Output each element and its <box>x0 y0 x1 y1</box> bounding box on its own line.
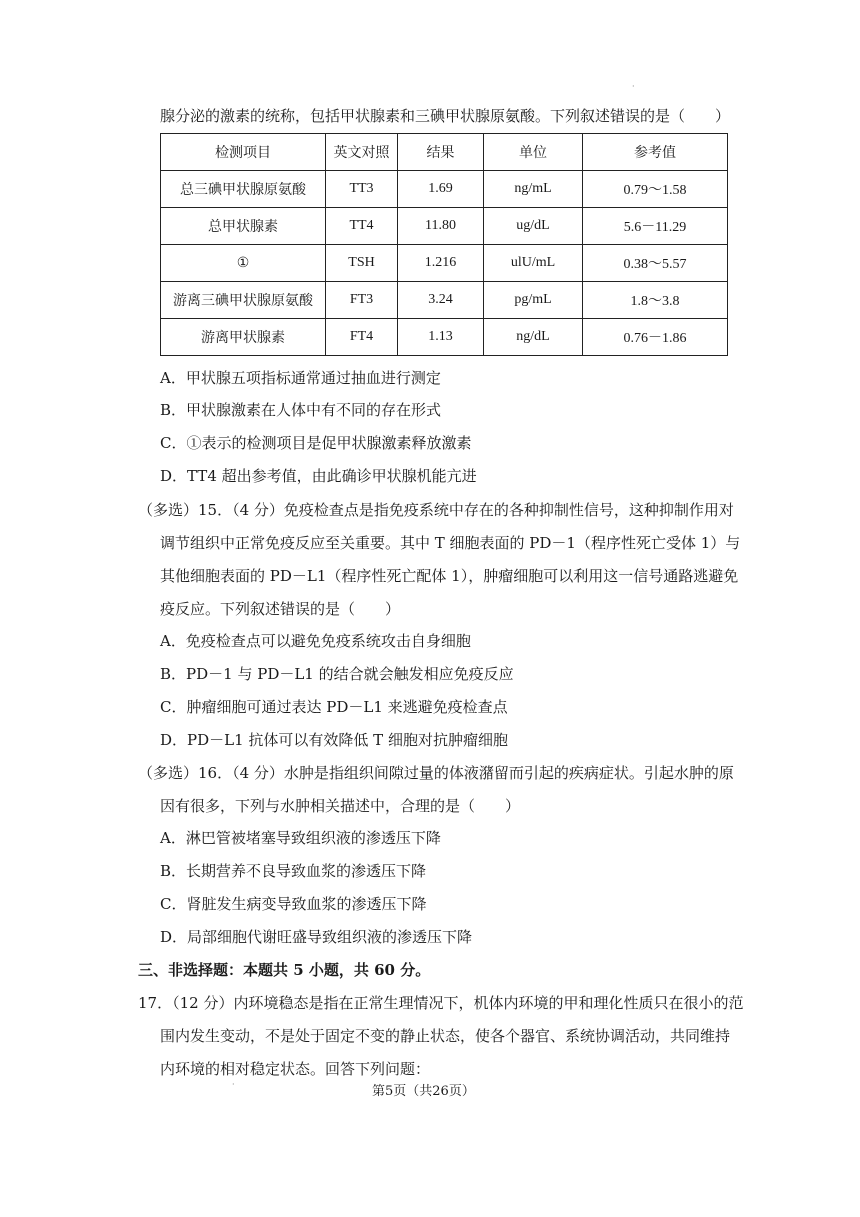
q17-stem-line: 围内发生变动，不是处于固定不变的静止状态，使各个器官、系统协调活动，共同维持 <box>160 1027 731 1045</box>
q15-stem-line: 调节组织中正常免疫反应至关重要。其中 T 细胞表面的 PD－1（程序性死亡受体 1）与 <box>160 534 741 552</box>
page-number-footer: 第5页（共26页） <box>372 1084 475 1099</box>
thyroid-test-table <box>160 133 728 356</box>
question-14-stem: 腺分泌的激素的统称，包括甲状腺素和三碘甲状腺原氨酸。下列叙述错误的是（ ） <box>160 107 731 125</box>
table-row <box>161 208 728 245</box>
table-header-cell: 英文对照 <box>326 134 398 171</box>
table-cell: ① <box>161 245 326 282</box>
table-cell: FT3 <box>326 282 398 319</box>
table-cell: 0.76－1.86 <box>583 319 728 356</box>
q16-stem-line: （多选）16．（4 分）水肿是指组织间隙过量的体液潴留而引起的疾病症状。引起水肿的原 <box>138 764 734 782</box>
table-cell: TT3 <box>326 171 398 208</box>
q16-stem-line: 因有很多，下列与水肿相关描述中，合理的是（ ） <box>160 797 521 815</box>
q15-stem-line: 疫反应。下列叙述错误的是（ ） <box>160 600 401 618</box>
q16-option-d: D．局部细胞代谢旺盛导致组织液的渗透压下降 <box>160 928 473 946</box>
top-dot-mark: · <box>632 82 635 91</box>
table-cell: 1.216 <box>398 245 484 282</box>
table-header-row <box>161 134 728 171</box>
q17-stem-line: 17．（12 分）内环境稳态是指在正常生理情况下，机体内环境的甲和理化性质只在很小的范 <box>138 994 744 1012</box>
table-cell: 总甲状腺素 <box>161 208 326 245</box>
q14-option-c: C．①表示的检测项目是促甲状腺激素释放激素 <box>160 434 472 452</box>
table-cell: TSH <box>326 245 398 282</box>
table-row <box>161 171 728 208</box>
table-header-cell: 检测项目 <box>161 134 326 171</box>
table-row <box>161 282 728 319</box>
q15-stem-line: （多选）15．（4 分）免疫检查点是指免疫系统中存在的各种抑制性信号，这种抑制作用对 <box>138 501 734 519</box>
table-cell: 5.6－11.29 <box>583 208 728 245</box>
table-header-cell: 单位 <box>484 134 583 171</box>
table-cell: 1.8～3.8 <box>583 282 728 319</box>
table-row <box>161 319 728 356</box>
table-cell: ng/mL <box>484 171 583 208</box>
table-cell: 1.69 <box>398 171 484 208</box>
table-cell: ulU/mL <box>484 245 583 282</box>
table-header-cell: 参考值 <box>583 134 728 171</box>
q16-option-a: A．淋巴管被堵塞导致组织液的渗透压下降 <box>160 829 441 847</box>
table-cell: 1.13 <box>398 319 484 356</box>
table-cell: pg/mL <box>484 282 583 319</box>
q15-stem-line: 其他细胞表面的 PD－L1（程序性死亡配体 1），肿瘤细胞可以利用这一信号通路逃避免 <box>160 567 739 585</box>
q15-option-a: A．免疫检查点可以避免免疫系统攻击自身细胞 <box>160 632 471 650</box>
q17-stem-line: 内环境的相对稳定状态。回答下列问题： <box>160 1060 431 1078</box>
bottom-dot-mark: · <box>232 1080 235 1089</box>
table-cell: 游离三碘甲状腺原氨酸 <box>161 282 326 319</box>
table-cell: 游离甲状腺素 <box>161 319 326 356</box>
table-cell: 0.79～1.58 <box>583 171 728 208</box>
table-cell: FT4 <box>326 319 398 356</box>
table-header-cell: 结果 <box>398 134 484 171</box>
table-cell: TT4 <box>326 208 398 245</box>
table-cell: 总三碘甲状腺原氨酸 <box>161 171 326 208</box>
q15-option-c: C．肿瘤细胞可通过表达 PD－L1 来逃避免疫检查点 <box>160 698 508 716</box>
q16-option-b: B．长期营养不良导致血浆的渗透压下降 <box>160 862 427 880</box>
q16-option-c: C．肾脏发生病变导致血浆的渗透压下降 <box>160 895 427 913</box>
q15-option-d: D．PD－L1 抗体可以有效降低 T 细胞对抗肿瘤细胞 <box>160 731 508 749</box>
table-cell: ug/dL <box>484 208 583 245</box>
q15-option-b: B．PD－1 与 PD－L1 的结合就会触发相应免疫反应 <box>160 665 514 683</box>
table-cell: ng/dL <box>484 319 583 356</box>
q14-option-a: A．甲状腺五项指标通常通过抽血进行测定 <box>160 369 441 387</box>
table-cell: 0.38～5.57 <box>583 245 728 282</box>
section-title: 三、非选择题：本题共 5 小题，共 60 分。 <box>138 961 431 979</box>
q14-option-d: D．TT4 超出参考值，由此确诊甲状腺机能亢进 <box>160 467 477 485</box>
table-row <box>161 245 728 282</box>
table-cell: 3.24 <box>398 282 484 319</box>
table-cell: 11.80 <box>398 208 484 245</box>
q14-option-b: B．甲状腺激素在人体中有不同的存在形式 <box>160 401 442 419</box>
